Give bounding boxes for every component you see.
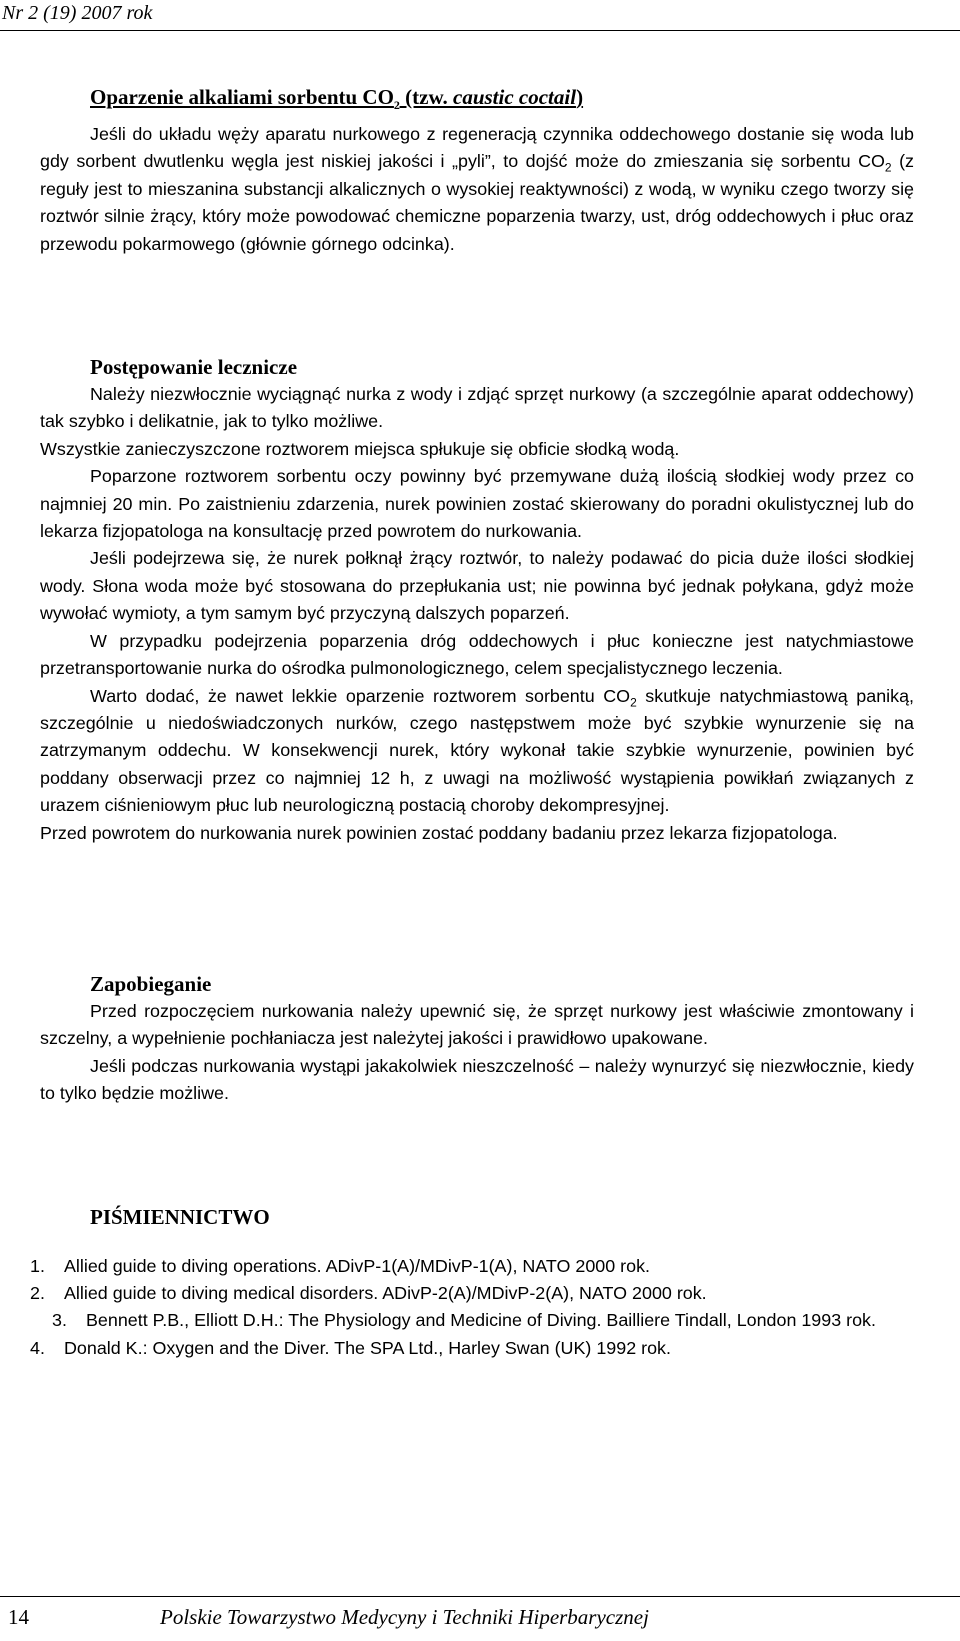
title-text-end: ) xyxy=(576,85,584,109)
publication-name: Polskie Towarzystwo Medycyny i Techniki Hiperbarycznej xyxy=(160,1605,649,1629)
paragraph-subscript: 2 xyxy=(884,160,892,175)
paragraph-treatment-3: Poparzone roztworem sorbentu oczy powinny być przemywane dużą ilością słodkiej wody przez co najmniej 20 min. Po zaistnieniu zdarzenia, nurek powinien zostać skierowany do poradni okulistycznej lub do lekarza fizjopatologa na konsultację przed powrotem do nurkowania. xyxy=(40,466,914,542)
page-number: 14 xyxy=(8,1605,29,1629)
reference-text: Allied guide to diving operations. ADivP-1(A)/MDivP-1(A), NATO 2000 rok. xyxy=(64,1255,650,1276)
title-subscript: 2 xyxy=(393,98,400,113)
page-header xyxy=(0,0,960,31)
paragraph-prevention-2: Jeśli podczas nurkowania wystąpi jakakolwiek nieszczelność – należy wynurzyć się niezwłocznie, kiedy to tylko będzie możliwe. xyxy=(40,1055,914,1104)
paragraph-subscript: 2 xyxy=(630,695,637,710)
section-title-references: PIŚMIENNICTWO xyxy=(90,1204,270,1229)
reference-number: 4. xyxy=(30,1337,45,1358)
reference-text: Bennett P.B., Elliott D.H.: The Physiology and Medicine of Diving. Bailliere Tindall, London 1993 rok. xyxy=(86,1310,876,1331)
paragraph-treatment-5: W przypadku podejrzenia poparzenia dróg oddechowych i płuc konieczne jest natychmiastowe przetransportowanie nurka do ośrodka pulmonologicznego, celem specjalistycznego leczenia. xyxy=(40,630,914,679)
paragraph-prevention-1: Przed rozpoczęciem nurkowania należy upewnić się, że sprzęt nurkowy jest właściwie zmontowany i szczelny, a wypełnienie pochłaniacza jest należytej jakości i prawidłowo upakowane. xyxy=(40,1000,914,1049)
paragraph-treatment-6 xyxy=(40,683,914,820)
reference-item xyxy=(30,1280,914,1307)
paragraph-text: (z reguły jest to mieszanina substancji alkalicznych o wysokiej reaktywności) z wodą, w wyniku czego tworzy się roztwór silnie żrący, który może powodować chemiczne poparzenia twarzy, ust, dróg oddechowych i płuc oraz przewodu pokarmowego (głównie górnego odcinka). xyxy=(40,151,914,254)
reference-item xyxy=(30,1253,914,1280)
issue-label: Nr 2 (19) 2007 rok xyxy=(2,2,153,24)
section-title-prevention: Zapobieganie xyxy=(90,971,212,996)
reference-number: 2. xyxy=(30,1282,45,1303)
paragraph-intro xyxy=(40,121,914,258)
title-text-mid: (tzw. xyxy=(399,85,453,109)
section-title-caustic-cocktail xyxy=(90,84,914,111)
reference-item xyxy=(30,1335,914,1362)
title-italic: caustic coctail xyxy=(453,85,577,109)
reference-number: 3. xyxy=(52,1310,67,1331)
paragraph-treatment-7: Przed powrotem do nurkowania nurek powinien zostać poddany badaniu przez lekarza fizjopatologa. xyxy=(40,822,838,843)
reference-text: Donald K.: Oxygen and the Diver. The SPA Ltd., Harley Swan (UK) 1992 rok. xyxy=(64,1337,671,1358)
paragraph-text: Jeśli do układu węży aparatu nurkowego z regeneracją czynnika oddechowego dostanie się woda lub gdy sorbent dwutlenku węgla jest niskiej jakości i „pyli”, to dojść może do zmieszania się sorbentu CO xyxy=(40,124,914,172)
page-footer xyxy=(0,1596,960,1641)
paragraph-treatment-1: Należy niezwłocznie wyciągnąć nurka z wody i zdjąć sprzęt nurkowy (a szczególnie aparat oddechowy) tak szybko i delikatnie, jak to tylko możliwe. xyxy=(40,384,914,432)
paragraph-treatment-4: Jeśli podejrzewa się, że nurek połknął żrący roztwór, to należy podawać do picia duże ilości słodkiej wody. Słona woda może być stosowana do przepłukania ust; nie powinna być jednak połykana, gdyż może wywołać wymioty, a tym samym być przyczyną dalszych poparzeń. xyxy=(40,548,914,624)
reference-item xyxy=(40,1307,914,1334)
paragraph-treatment-2: Wszystkie zanieczyszczone roztworem miejsca spłukuje się obficie słodką wodą. xyxy=(40,438,680,459)
title-text: Oparzenie alkaliami sorbentu CO xyxy=(90,85,394,109)
article-body xyxy=(30,84,914,1362)
section-title-treatment: Postępowanie lecznicze xyxy=(90,355,298,380)
reference-number: 1. xyxy=(30,1255,45,1276)
reference-text: Allied guide to diving medical disorders. ADivP-2(A)/MDivP-2(A), NATO 2000 rok. xyxy=(64,1282,707,1303)
paragraph-text: Warto dodać, że nawet lekkie oparzenie roztworem sorbentu CO xyxy=(90,685,631,706)
paragraph-text: skutkuje natychmiastową paniką, szczególnie u niedoświadczonych nurków, czego następstwem może być szybkie wynurzenie się na zatrzymanym oddechu. W konsekwencji nurek, który wykonał takie szybkie wynurzenie, powinien być poddany obserwacji przez co najmniej 12 h, z uwagi na możliwość wystąpienia powikłań związanych z urazem ciśnieniowym płuc lub neurologiczną postacią choroby dekompresyjnej. xyxy=(40,685,914,816)
references-list xyxy=(30,1253,914,1363)
